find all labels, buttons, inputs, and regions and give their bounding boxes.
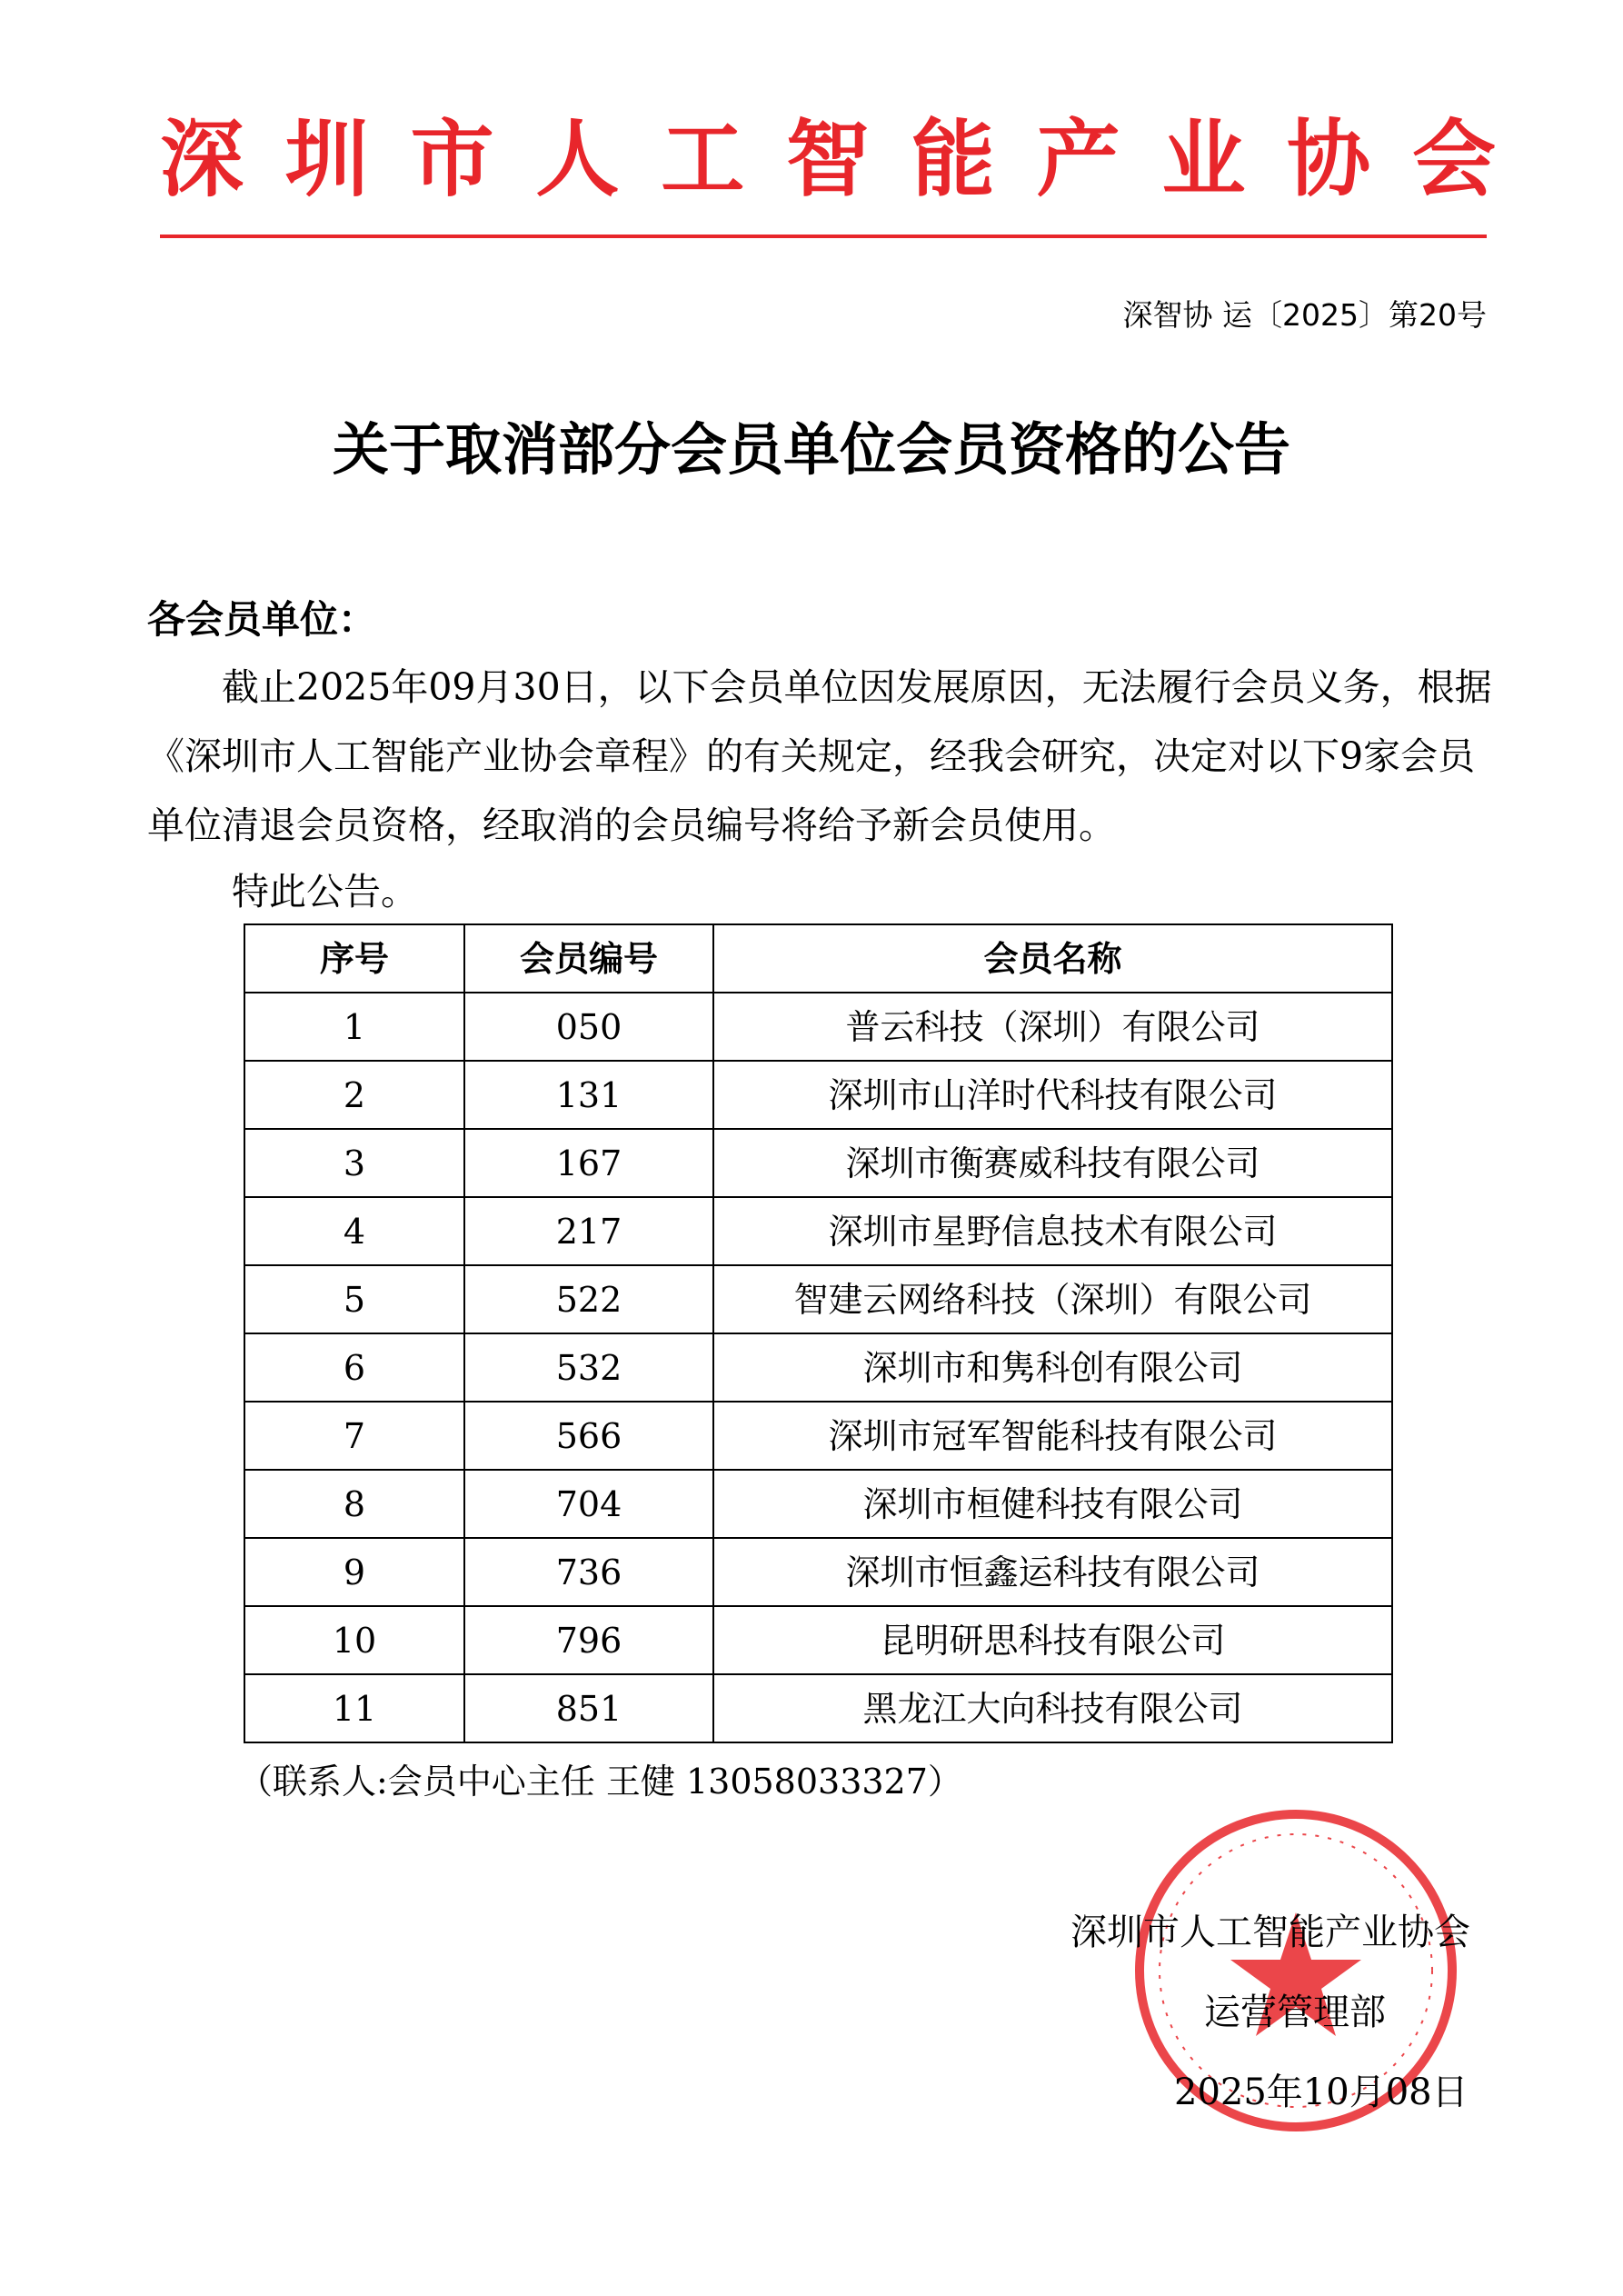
- member-number: 167: [464, 1129, 713, 1197]
- row-index: 8: [244, 1470, 464, 1538]
- member-number: 131: [464, 1061, 713, 1129]
- member-name: 深圳市和隽科创有限公司: [713, 1333, 1392, 1402]
- notice-content: [147, 593, 1492, 2152]
- member-number: 736: [464, 1538, 713, 1606]
- row-index: 6: [244, 1333, 464, 1402]
- member-name: 深圳市衡赛威科技有限公司: [713, 1129, 1392, 1197]
- member-number: 704: [464, 1470, 713, 1538]
- member-name: 普云科技（深圳）有限公司: [713, 993, 1392, 1061]
- table-row: [244, 1538, 1392, 1606]
- letterhead-char: 智: [785, 110, 870, 208]
- row-index: 10: [244, 1606, 464, 1674]
- signature-date: 2025年10月08日: [1174, 2071, 1469, 2113]
- letterhead-char: 市: [410, 110, 494, 208]
- document-number: 深智协 运〔2025〕第20号: [1122, 297, 1487, 333]
- table-row: [244, 1674, 1392, 1742]
- org-letterhead-title: [160, 109, 1496, 209]
- header-member-number: 会员编号: [464, 924, 713, 993]
- member-number: 217: [464, 1197, 713, 1265]
- table-row: [244, 1129, 1392, 1197]
- row-index: 9: [244, 1538, 464, 1606]
- table-row: [244, 993, 1392, 1061]
- letterhead-char: 工: [661, 110, 745, 208]
- member-number: 532: [464, 1333, 713, 1402]
- letterhead-char: 能: [911, 110, 995, 208]
- row-index: 7: [244, 1402, 464, 1470]
- row-index: 2: [244, 1061, 464, 1129]
- member-number: 851: [464, 1674, 713, 1742]
- member-name: 昆明研思科技有限公司: [713, 1606, 1392, 1674]
- row-index: 1: [244, 993, 464, 1061]
- header-index: 序号: [244, 924, 464, 993]
- table-row: [244, 1061, 1392, 1129]
- member-number: 796: [464, 1606, 713, 1674]
- member-name: 黑龙江大向科技有限公司: [713, 1674, 1392, 1742]
- member-number: 522: [464, 1265, 713, 1333]
- letterhead-char: 会: [1411, 110, 1496, 208]
- table-row: [244, 1265, 1392, 1333]
- table-row: [244, 1333, 1392, 1402]
- member-name: 深圳市冠军智能科技有限公司: [713, 1402, 1392, 1470]
- letterhead-char: 人: [535, 110, 620, 208]
- member-name: 深圳市星野信息技术有限公司: [713, 1197, 1392, 1265]
- row-index: 5: [244, 1265, 464, 1333]
- signature-department: 运营管理部: [1204, 1992, 1386, 2033]
- member-name: 深圳市桓健科技有限公司: [713, 1470, 1392, 1538]
- row-index: 11: [244, 1674, 464, 1742]
- letterhead-char: 产: [1036, 110, 1120, 208]
- header-member-name: 会员名称: [713, 924, 1392, 993]
- letterhead-char: 业: [1161, 110, 1246, 208]
- table-row: [244, 1606, 1392, 1674]
- member-name: 深圳市山洋时代科技有限公司: [713, 1061, 1392, 1129]
- letterhead-divider: [160, 235, 1487, 238]
- member-number: 050: [464, 993, 713, 1061]
- table-row: [244, 1197, 1392, 1265]
- row-index: 3: [244, 1129, 464, 1197]
- letterhead-char: 协: [1287, 110, 1371, 208]
- signature-organization: 深圳市人工智能产业协会: [1070, 1912, 1470, 1953]
- member-name: 深圳市恒鑫运科技有限公司: [713, 1538, 1392, 1606]
- member-number: 566: [464, 1402, 713, 1470]
- member-name: 智建云网络科技（深圳）有限公司: [713, 1265, 1392, 1333]
- contact-info: （联系人:会员中心主任 王健 13058033327）: [238, 1762, 962, 1802]
- table-header-row: [244, 924, 1392, 993]
- notice-body: 截止2025年09月30日，以下会员单位因发展原因，无法履行会员义务，根据《深圳市人工智能产业协会章程》的有关规定，经我会研究，决定对以下9家会员单位清退会员资格，经取消的会员编号将给予新会员使用。: [147, 665, 1492, 847]
- salutation: 各会员单位：: [147, 597, 377, 642]
- row-index: 4: [244, 1197, 464, 1265]
- member-table: [244, 923, 1393, 1743]
- letterhead-char: 深: [160, 110, 244, 208]
- table-row: [244, 1470, 1392, 1538]
- signature-block: [1070, 1907, 1498, 2152]
- table-row: [244, 1402, 1392, 1470]
- notice-heading: 关于取消部分会员单位会员资格的公告: [332, 416, 1290, 483]
- closing-line: 特此公告。: [232, 870, 418, 913]
- letterhead-char: 圳: [284, 110, 369, 208]
